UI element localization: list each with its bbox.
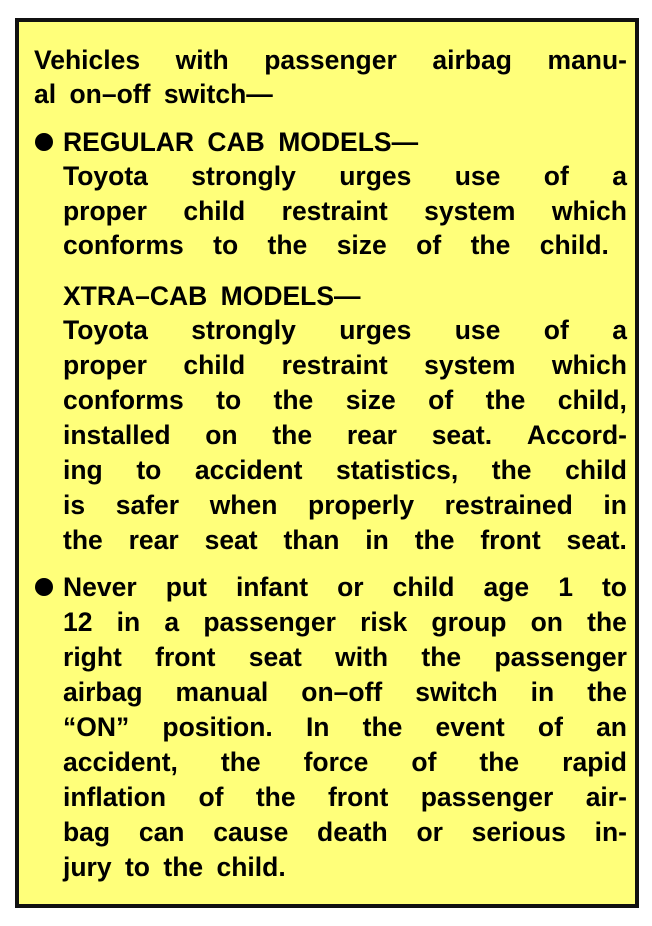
regular-cab-line: proper child restraint system which [63,196,627,226]
warning-line: bag can cause death or serious in- [63,817,627,847]
xtra-cab-line: is safer when properly restrained in [63,490,627,520]
xtra-cab-line: installed on the rear seat. Accord- [63,420,627,450]
regular-cab-line: Toyota strongly urges use of a [63,161,627,191]
bullet-icon [35,133,53,151]
intro-line: al on–off switch— [34,79,273,109]
xtra-cab-line: conforms to the size of the child, [63,385,627,415]
xtra-cab-line: proper child restraint system which [63,350,627,380]
warning-line: right front seat with the passenger [63,642,627,672]
xtra-cab-heading: XTRA–CAB MODELS— [63,281,361,311]
regular-cab-heading: REGULAR CAB MODELS— [63,127,419,157]
warning-line: inflation of the front passenger air- [63,782,627,812]
warning-line: Never put infant or child age 1 to [63,572,627,602]
bullet-icon [35,578,53,596]
regular-cab-line: conforms to the size of the child. [63,230,609,260]
airbag-warning-label [15,18,639,908]
warning-line: 12 in a passenger risk group on the [63,607,627,637]
xtra-cab-line: Toyota strongly urges use of a [63,315,627,345]
warning-line: airbag manual on–off switch in the [63,677,627,707]
intro-line: Vehicles with passenger airbag manu- [34,45,627,75]
warning-line: “ON” position. In the event of an [63,712,627,742]
xtra-cab-line: the rear seat than in the front seat. [63,525,627,555]
warning-line: jury to the child. [63,852,286,882]
warning-line: accident, the force of the rapid [63,747,627,777]
xtra-cab-line: ing to accident statistics, the child [63,455,627,485]
